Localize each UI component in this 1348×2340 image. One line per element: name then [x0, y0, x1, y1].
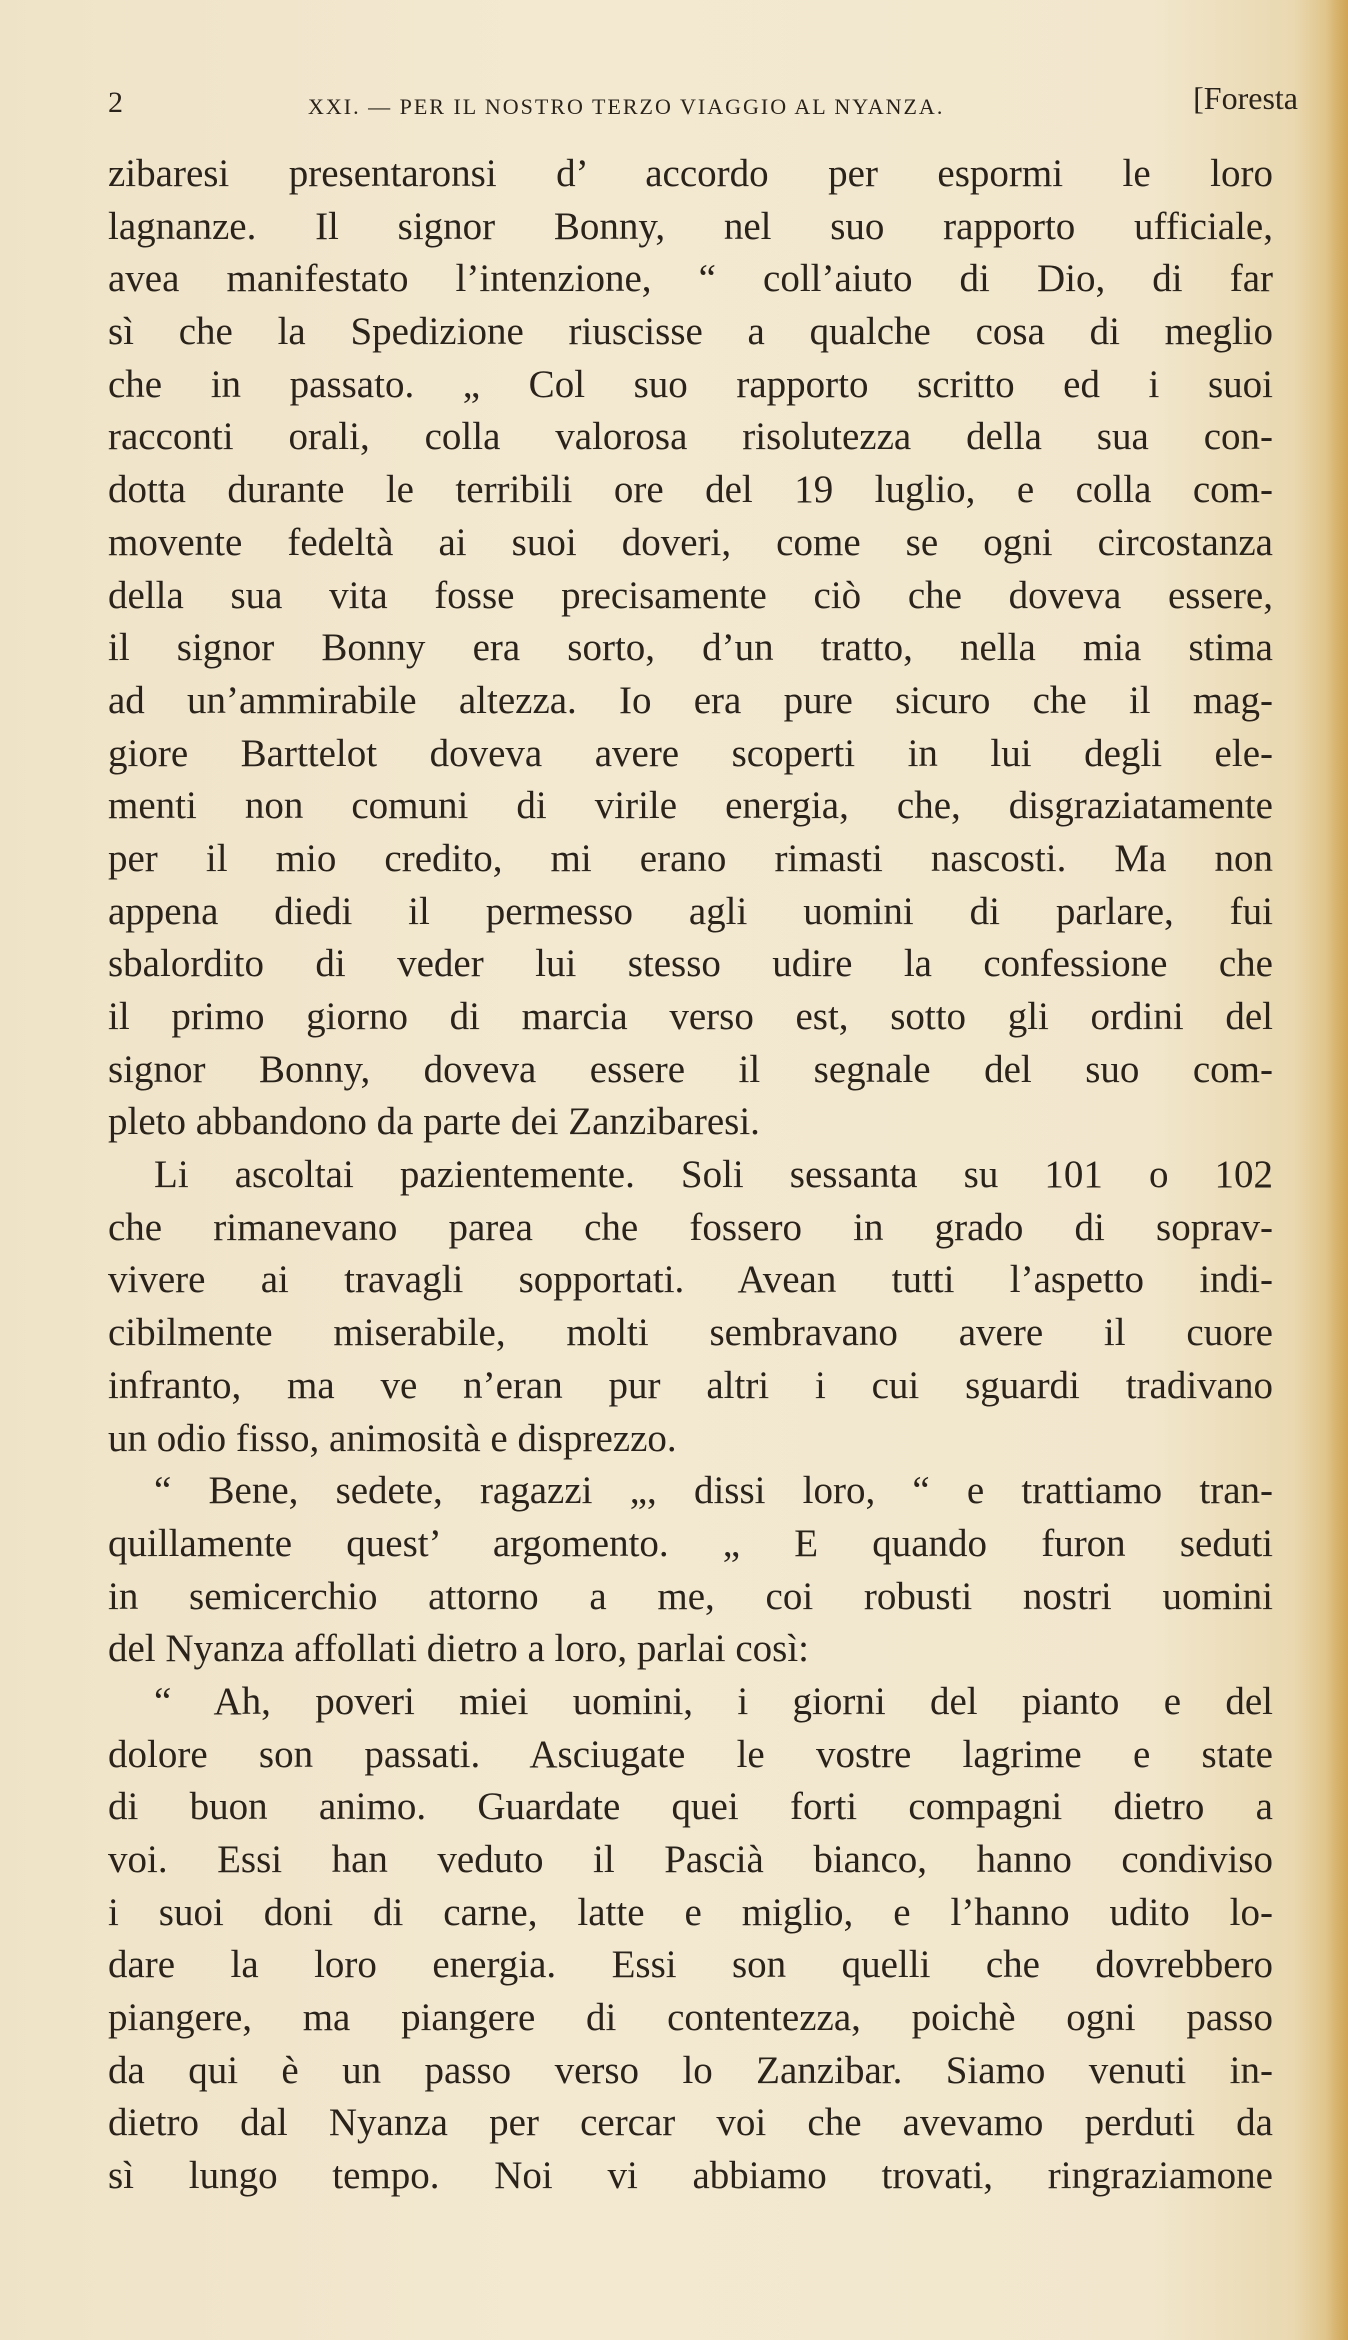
text-line: i suoi doni di carne, latte e miglio, e l’hanno udito lo-	[108, 1890, 1273, 1934]
text-line: signor Bonny, doveva essere il segnale del suo com-	[108, 1047, 1273, 1091]
text-line: che in passato. „ Col suo rapporto scritto ed i suoi	[108, 362, 1273, 406]
text-line: un odio fisso, animosità e disprezzo.	[108, 1416, 677, 1460]
text-line: menti non comuni di virile energia, che, disgraziatamente	[108, 784, 1273, 828]
text-line: il primo giorno di marcia verso est, sotto gli ordini del	[108, 995, 1273, 1038]
text-line: che rimanevano parea che fossero in grado di soprav-	[108, 1205, 1273, 1249]
text-line: il signor Bonny era sorto, d’un tratto, nella mia stima	[108, 626, 1273, 670]
text-line: sì lungo tempo. Noi vi abbiamo trovati, ringraziamone	[108, 2154, 1273, 2198]
text-line: Li ascoltai pazientemente. Soli sessanta su 101 o 102	[154, 1153, 1273, 1197]
text-line: da qui è un passo verso lo Zanzibar. Siamo venuti in-	[108, 2048, 1273, 2092]
text-line: appena diedi il permesso agli uomini di parlare, fui	[108, 889, 1273, 933]
text-line: sì che la Spedizione riuscisse a qualche cosa di meglio	[108, 310, 1273, 354]
text-line: lagnanze. Il signor Bonny, nel suo rapporto ufficiale,	[108, 204, 1273, 248]
text-line: “ Bene, sedete, ragazzi „, dissi loro, “ e trattiamo tran-	[154, 1469, 1273, 1513]
text-line: dare la loro energia. Essi son quelli che dovrebbero	[108, 1943, 1273, 1987]
text-line: dolore son passati. Asciugate le vostre lagrime e state	[108, 1732, 1273, 1776]
text-line: vivere ai travagli sopportati. Avean tutti l’aspetto indi-	[108, 1258, 1273, 1302]
text-line: sbalordito di veder lui stesso udire la confessione che	[108, 942, 1273, 986]
text-line: movente fedeltà ai suoi doveri, come se ogni circostanza	[108, 520, 1273, 564]
text-line: giore Barttelot doveva avere scoperti in lui degli ele-	[108, 731, 1273, 775]
text-line: infranto, ma ve n’eran pur altri i cui sguardi tradivano	[108, 1363, 1273, 1407]
text-line: pleto abbandono da parte dei Zanzibaresi.	[108, 1100, 760, 1144]
text-line: della sua vita fosse precisamente ciò che doveva essere,	[108, 573, 1273, 617]
text-line: di buon animo. Guardate quei forti compagni dietro a	[108, 1785, 1273, 1829]
text-line: per il mio credito, mi erano rimasti nascosti. Ma non	[108, 836, 1273, 880]
text-line: voi. Essi han veduto il Pascià bianco, hanno condiviso	[108, 1838, 1273, 1881]
text-line: quillamente quest’ argomento. „ E quando furon seduti	[108, 1521, 1273, 1565]
text-line: piangere, ma piangere di contentezza, poichè ogni passo	[108, 1996, 1273, 2040]
running-head: XXI. — PER IL NOSTRO TERZO VIAGGIO AL NYANZA.	[308, 94, 945, 119]
text-line: in semicerchio attorno a me, coi robusti nostri uomini	[108, 1574, 1273, 1618]
text-line: racconti orali, colla valorosa risolutezza della sua con-	[108, 415, 1273, 459]
page-number: 2	[108, 86, 123, 119]
text-line: dietro dal Nyanza per cercar voi che avevamo perduti da	[108, 2101, 1273, 2145]
section-label: [Foresta	[1193, 80, 1298, 116]
text-line: avea manifestato l’intenzione, “ coll’aiuto di Dio, di far	[108, 257, 1273, 301]
body-text	[108, 148, 1273, 2203]
page-edge	[1326, 0, 1348, 2340]
text-line: dotta durante le terribili ore del 19 luglio, e colla com-	[108, 468, 1273, 512]
page-header	[108, 80, 1298, 132]
text-line: cibilmente miserabile, molti sembravano avere il cuore	[108, 1311, 1273, 1355]
text-line: ad un’ammirabile altezza. Io era pure sicuro che il mag-	[108, 678, 1273, 722]
text-line: del Nyanza affollati dietro a loro, parlai così:	[108, 1627, 810, 1671]
text-line: zibaresi presentaronsi d’ accordo per espormi le loro	[108, 152, 1273, 195]
text-line: “ Ah, poveri miei uomini, i giorni del pianto e del	[154, 1679, 1273, 1723]
